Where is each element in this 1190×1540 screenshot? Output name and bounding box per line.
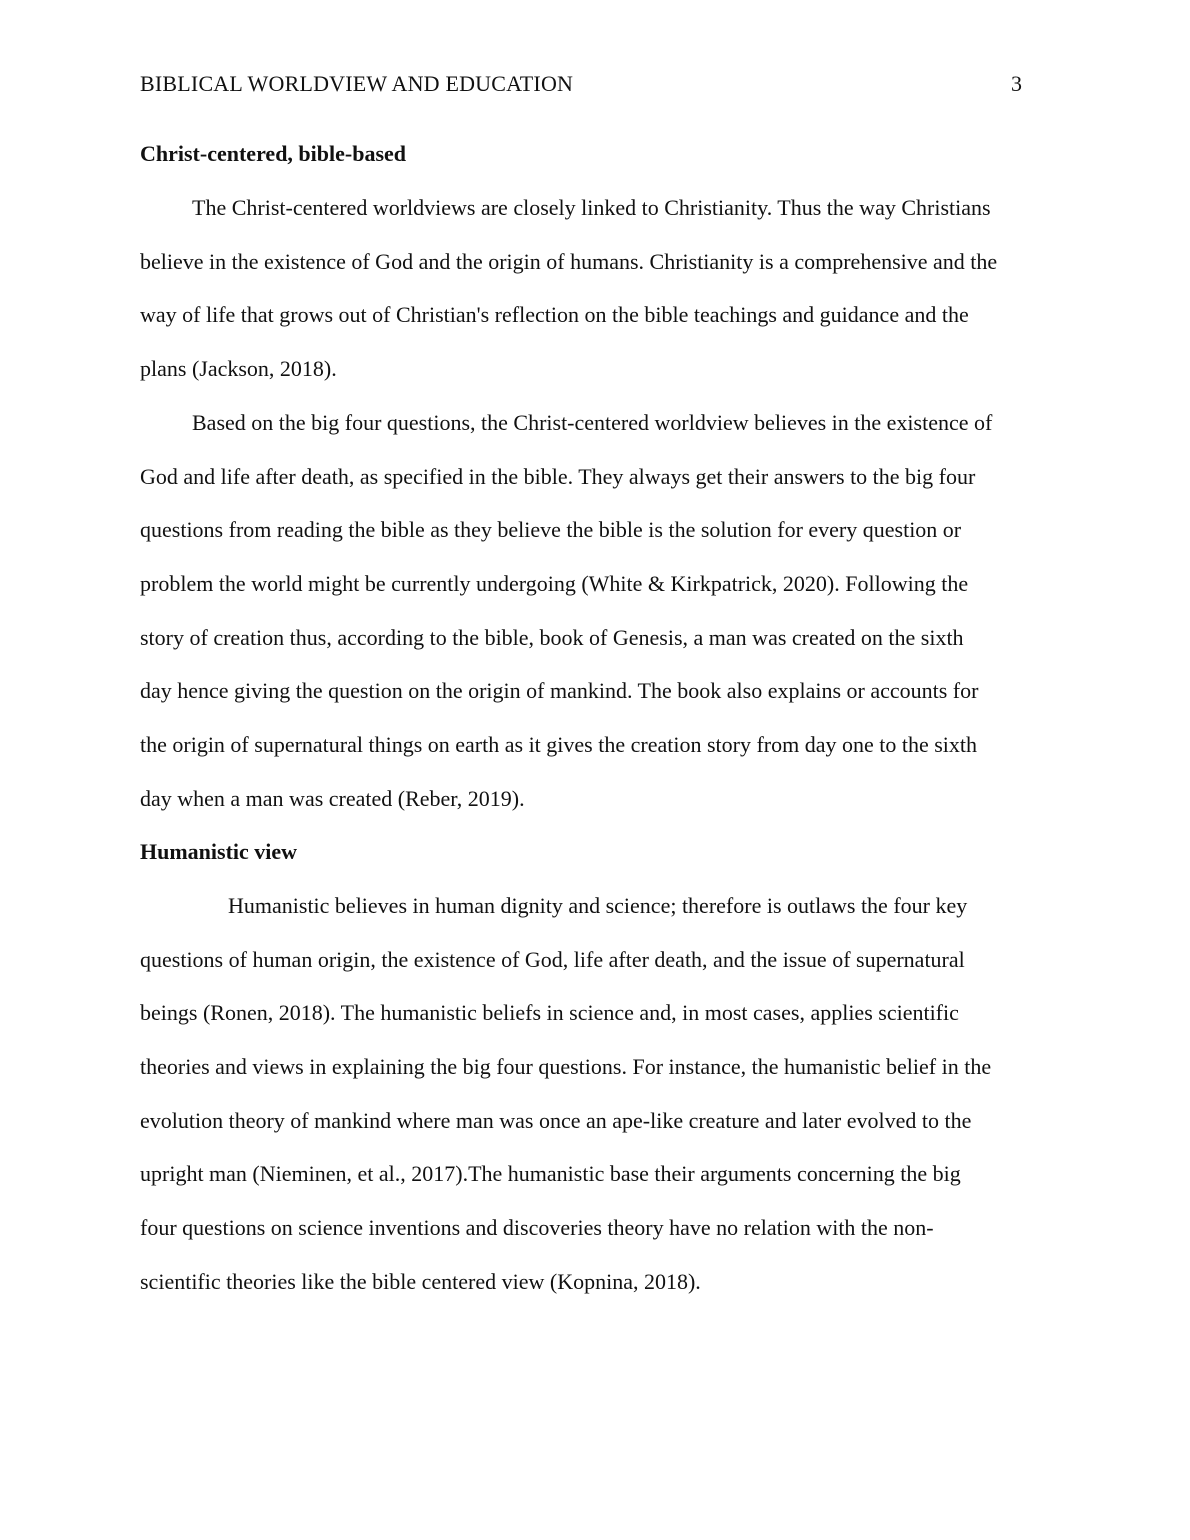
paragraph-line: plans (Jackson, 2018). [140, 356, 337, 382]
paragraph-line: Based on the big four questions, the Christ-centered worldview believes in the existence of [192, 410, 993, 435]
paragraph-line: theories and views in explaining the big four questions. For instance, the humanistic belief in the [140, 1054, 992, 1080]
paragraph-line: scientific theories like the bible centered view (Kopnina, 2018). [140, 1268, 701, 1294]
paragraph-line: day hence giving the question on the origin of mankind. The book also explains or accounts for [140, 678, 979, 704]
running-head: BIBLICAL WORLDVIEW AND EDUCATION [140, 71, 574, 96]
paragraph [140, 181, 1055, 396]
paragraph [140, 879, 1055, 1309]
section-heading-humanistic: Humanistic view [140, 839, 298, 864]
paragraph-line: day when a man was created (Reber, 2019). [140, 785, 525, 811]
paragraph-line: problem the world might be currently undergoing (White & Kirkpatrick, 2020). Following the [140, 571, 969, 597]
paragraph-line: the origin of supernatural things on earth as it gives the creation story from day one to the sixth [140, 732, 978, 758]
paragraph-line: The Christ-centered worldviews are closely linked to Christianity. Thus the way Christians [192, 195, 991, 220]
section-heading-christ-centered: Christ-centered, bible-based [140, 141, 407, 166]
paragraph-line: evolution theory of mankind where man was once an ape-like creature and later evolved to the [140, 1107, 972, 1133]
paragraph [140, 396, 1055, 826]
paragraph-line: story of creation thus, according to the bible, book of Genesis, a man was created on the sixth [140, 624, 964, 650]
paragraph-line: upright man (Nieminen, et al., 2017).The humanistic base their arguments concerning the big [140, 1161, 961, 1187]
paragraph-line: questions of human origin, the existence of God, life after death, and the issue of supernatural [140, 946, 965, 972]
paragraph-line: God and life after death, as specified in the bible. They always get their answers to the big four [140, 463, 976, 489]
paragraph-line: Humanistic believes in human dignity and science; therefore is outlaws the four key [228, 893, 968, 918]
page-number: 3 [1011, 71, 1022, 96]
paragraph-line: questions from reading the bible as they believe the bible is the solution for every question or [140, 517, 962, 543]
paragraph-line: way of life that grows out of Christian's reflection on the bible teachings and guidance and the [140, 302, 969, 328]
paragraph-line: four questions on science inventions and discoveries theory have no relation with the non- [140, 1215, 934, 1241]
paragraph-line: believe in the existence of God and the origin of humans. Christianity is a comprehensive and the [140, 248, 998, 274]
paragraph-line: beings (Ronen, 2018). The humanistic beliefs in science and, in most cases, applies scientific [140, 1000, 959, 1026]
